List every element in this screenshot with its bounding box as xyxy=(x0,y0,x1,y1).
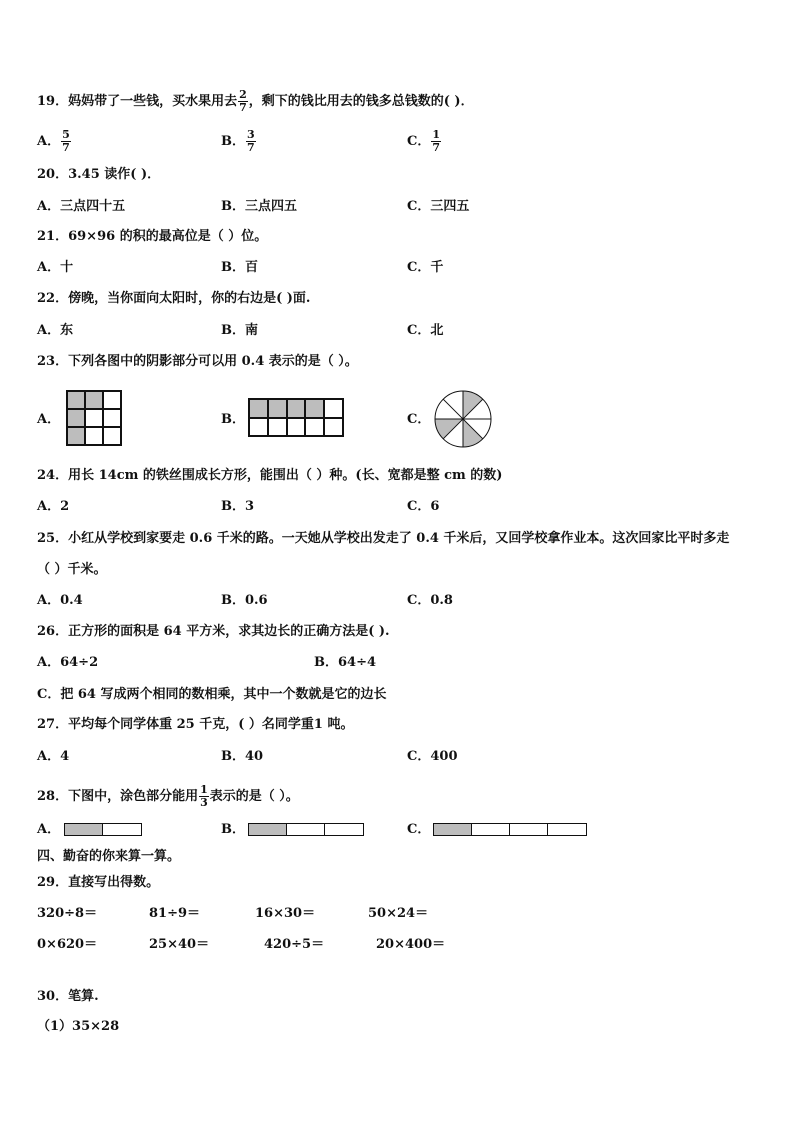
q22-option-a[interactable]: A．东 xyxy=(37,323,74,338)
q28-bar-c xyxy=(433,823,587,836)
q28-fraction: $\frac{1}{3}$ xyxy=(200,783,208,809)
q23-option-c[interactable]: C． xyxy=(407,412,431,427)
q29-item: 0×620＝ xyxy=(37,937,98,952)
q26-stem: 26．正方形的面积是 64 平方米，求其边长的正确方法是( ). xyxy=(37,624,390,639)
q26-option-b[interactable]: B．64÷4 xyxy=(314,655,377,670)
q23-grid-figure xyxy=(66,390,122,446)
q19-option-c[interactable]: C． $\frac{1}{7}$ xyxy=(407,128,441,154)
q25-stem-continued: （ ）千米。 xyxy=(37,562,107,577)
q28-option-b[interactable]: B． xyxy=(221,822,245,837)
q28-bar-a xyxy=(64,823,142,836)
q22-option-c[interactable]: C．北 xyxy=(407,323,444,338)
q28-bar-b xyxy=(248,823,364,836)
q23-stem: 23．下列各图中的阴影部分可以用 0.4 表示的是（ ）。 xyxy=(37,354,358,369)
q22-option-b[interactable]: B．南 xyxy=(221,323,258,338)
q21-option-c[interactable]: C．千 xyxy=(407,260,444,275)
q28-option-a[interactable]: A． xyxy=(37,822,61,837)
q29-item: 320÷8＝ xyxy=(37,906,98,921)
q24-option-b[interactable]: B．3 xyxy=(221,499,255,514)
q23-option-a[interactable]: A． xyxy=(37,412,61,427)
q20-option-b[interactable]: B．三点四五 xyxy=(221,199,297,214)
q20-option-c[interactable]: C．三四五 xyxy=(407,199,470,214)
q29-item: 81÷9＝ xyxy=(149,906,201,921)
q23-option-b[interactable]: B． xyxy=(221,412,245,427)
q21-option-b[interactable]: B．百 xyxy=(221,260,258,275)
q25-option-b[interactable]: B．0.6 xyxy=(221,593,268,608)
q27-option-c[interactable]: C．400 xyxy=(407,749,458,764)
q27-option-a[interactable]: A．4 xyxy=(37,749,70,764)
q28-option-c[interactable]: C． xyxy=(407,822,431,837)
q22-stem: 22．傍晚，当你面向太阳时，你的右边是( )面. xyxy=(37,291,311,306)
q30-item-1: （1）35×28 xyxy=(37,1019,120,1034)
q27-stem: 27．平均每个同学体重 25 千克，( ）名同学重1 吨。 xyxy=(37,717,354,732)
q30-stem: 30．笔算. xyxy=(37,989,99,1004)
section-heading: 四、勤奋的你来算一算。 xyxy=(37,849,181,864)
q21-stem: 21．69×96 的积的最高位是（ ）位。 xyxy=(37,229,268,244)
q29-item: 50×24＝ xyxy=(368,906,429,921)
q27-option-b[interactable]: B．40 xyxy=(221,749,264,764)
q21-option-a[interactable]: A．十 xyxy=(37,260,74,275)
q24-option-c[interactable]: C．6 xyxy=(407,499,440,514)
q29-item: 20×400＝ xyxy=(376,937,446,952)
q29-item: 16×30＝ xyxy=(255,906,316,921)
q25-option-c[interactable]: C．0.8 xyxy=(407,593,453,608)
q25-stem: 25．小红从学校到家要走 0.6 千米的路。一天她从学校出发走了 0.4 千米后，又回学校拿作业本。这次回家比平时多走 xyxy=(37,531,730,546)
q25-option-a[interactable]: A．0.4 xyxy=(37,593,83,608)
q19-fraction: $\frac{2}{7}$ xyxy=(239,88,247,114)
q26-option-c[interactable]: C．把 64 写成两个相同的数相乘，其中一个数就是它的边长 xyxy=(37,687,387,702)
q29-stem: 29．直接写出得数。 xyxy=(37,875,160,890)
q23-circle-figure xyxy=(433,389,493,449)
q26-option-a[interactable]: A．64÷2 xyxy=(37,655,99,670)
q28-stem: 28．下图中，涂色部分能用 $\frac{1}{3}$ 表示的是（ ）。 xyxy=(37,783,299,809)
q20-stem: 20．3.45 读作( )． xyxy=(37,167,161,182)
q29-item: 420÷5＝ xyxy=(264,937,325,952)
q24-option-a[interactable]: A．2 xyxy=(37,499,70,514)
q19-option-a[interactable]: A． $\frac{5}{7}$ xyxy=(37,128,70,154)
q24-stem: 24．用长 14cm 的铁丝围成长方形，能围出（ ）种。(长、宽都是整 cm 的数) xyxy=(37,468,503,483)
q23-strip-figure xyxy=(248,398,344,437)
q29-item: 25×40＝ xyxy=(149,937,210,952)
q19-option-b[interactable]: B． $\frac{3}{7}$ xyxy=(221,128,255,154)
q19-stem: 19．妈妈带了一些钱，买水果用去 $\frac{2}{7}$ ，剩下的钱比用去的钱多总钱数的( )． xyxy=(37,88,474,114)
q20-option-a[interactable]: A．三点四十五 xyxy=(37,199,126,214)
